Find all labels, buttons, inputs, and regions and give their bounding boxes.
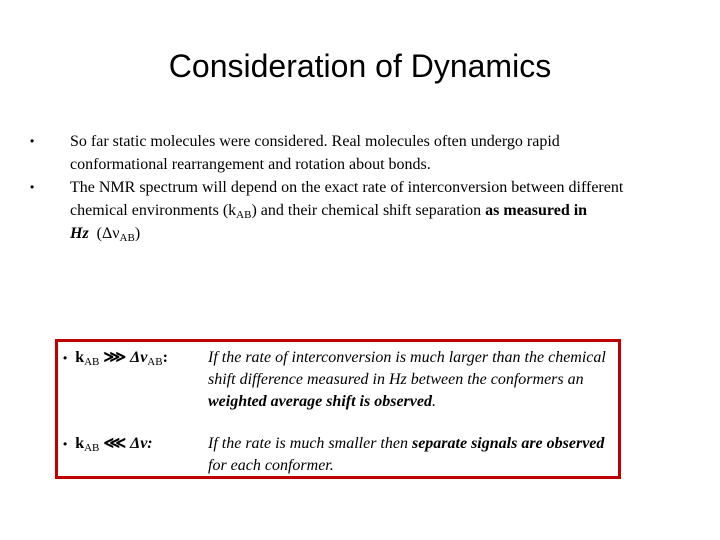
k-symbol: k — [75, 349, 85, 366]
bullet-marker: • — [63, 437, 68, 451]
desc-text: for each conformer. — [208, 457, 334, 474]
paren-close: ) — [134, 225, 141, 242]
slow-exchange-condition — [63, 433, 203, 455]
subscript-ab: AB — [119, 232, 135, 244]
subscript-ab: AB — [236, 209, 252, 221]
delta-v-symbol: Δv — [130, 349, 148, 366]
much-less-symbol: ⋘ — [103, 435, 127, 452]
delta-nu: (Δν — [96, 225, 120, 242]
desc-text: . — [431, 393, 436, 410]
k-symbol: k — [75, 435, 85, 452]
fast-exchange-condition — [63, 347, 203, 369]
fast-exchange-description — [208, 347, 608, 413]
bullet-marker: • — [30, 134, 35, 148]
slow-exchange-description — [208, 433, 608, 477]
desc-bold: separate signals are observed — [411, 435, 605, 452]
bullet-list — [30, 130, 640, 245]
k-subscript: AB — [84, 356, 100, 368]
bullet-marker: • — [63, 351, 68, 365]
desc-bold: weighted average shift is observed — [208, 393, 432, 410]
delta-v-subscript: AB — [147, 356, 163, 368]
slide-title: Consideration of Dynamics — [168, 48, 552, 84]
bullet-marker: • — [30, 180, 35, 194]
bold-text: as measured in — [485, 202, 588, 219]
delta-v-symbol: Δv: — [130, 435, 153, 452]
bold-italic-hz: Hz — [70, 225, 89, 242]
colon: : — [162, 349, 168, 366]
k-subscript: AB — [84, 442, 100, 454]
desc-text: If the rate of interconversion is much larger than the chemical shift difference measured in Hz between the conformers an — [208, 349, 606, 388]
desc-text: If the rate is much smaller then — [208, 435, 412, 452]
rate-comparison-box — [55, 339, 621, 479]
bullet-static-molecules — [30, 130, 640, 176]
bullet-text: So far static molecules were considered. Real molecules often undergo rapid conformational rearrangement and rotation about bonds. — [70, 133, 560, 173]
bullet-text-part: The NMR spectrum will depend on the exact rate of interconversion between different chemical environments (k — [70, 179, 624, 219]
much-greater-symbol: ⋙ — [103, 349, 127, 366]
bullet-text-part: ) and their chemical shift separation — [251, 202, 486, 219]
bullet-nmr-spectrum — [30, 176, 640, 245]
